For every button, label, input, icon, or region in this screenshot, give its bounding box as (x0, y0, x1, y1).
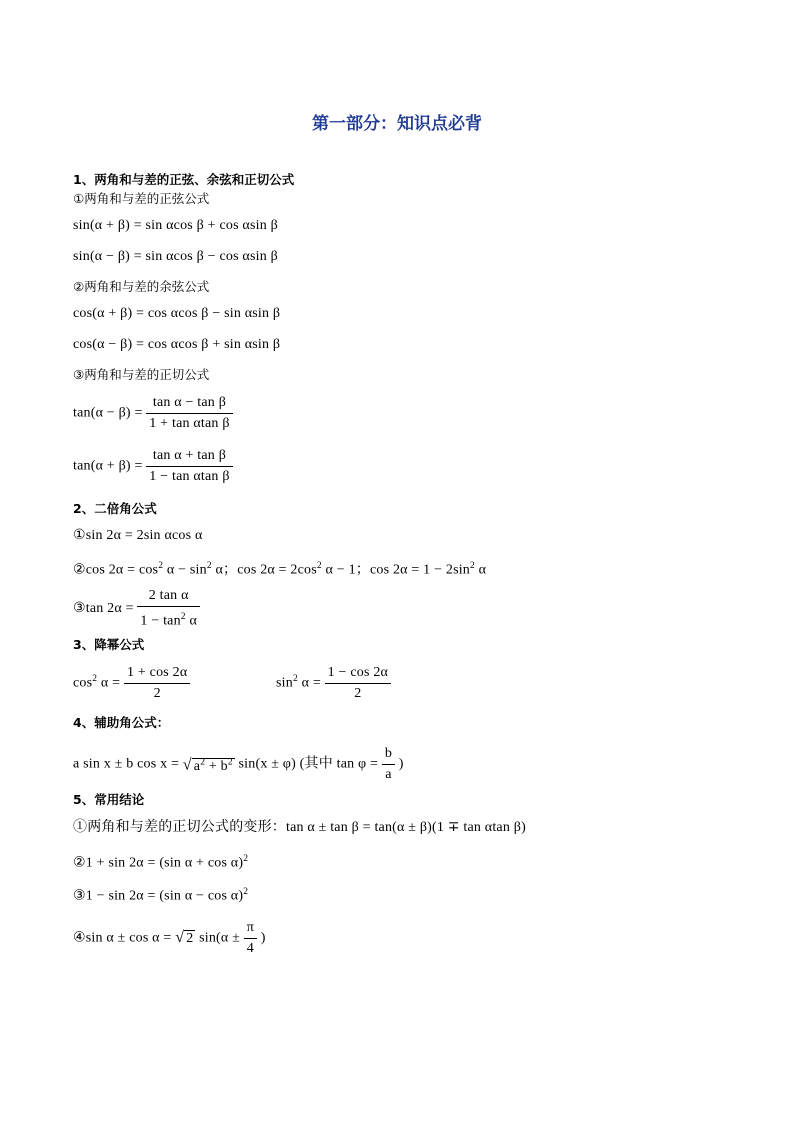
cos-sum-formula: cos(α + β) = cos αcos β − sin αsin β (73, 306, 281, 321)
radicand (192, 758, 235, 774)
conclusion-4-lhs: ④sin α ± cos α = (73, 930, 172, 946)
tangent-formula-label: ③两角和与差的正切公式 (73, 367, 210, 382)
section-2-heading: 2、二倍角公式 (73, 501, 157, 516)
radical-sign-icon: √ (182, 756, 192, 774)
conclusion-2 (73, 851, 248, 872)
tan-diff-formula (73, 393, 233, 434)
conclusion-2-text: ②1 + sin 2α = (sin α + cos α) (73, 855, 244, 871)
tan-double-formula (73, 586, 200, 632)
aux-note-fraction (382, 744, 395, 785)
tan-sum-lhs: tan(α + β) = (73, 458, 143, 474)
sin-square-lhs: sin (276, 675, 293, 691)
sin-square-fraction (325, 663, 391, 704)
tan-double-numerator: 2 tan α (137, 586, 200, 607)
cos-double-part: ②cos 2α = cos (73, 562, 159, 578)
aux-lhs: a sin x ± b cos x = (73, 756, 180, 772)
radicand: 2 (186, 931, 194, 946)
radicand-part: + b (205, 758, 228, 774)
cos-double-part: α − 1；cos 2α = 1 − 2sin (325, 562, 471, 578)
exponent: 2 (158, 561, 164, 571)
cos-square-formula (73, 663, 190, 704)
aux-note: (其中 tan φ = (299, 756, 379, 772)
cos-square-numerator: 1 + cos 2α (124, 663, 190, 684)
conclusion-4 (73, 918, 266, 959)
cos-double-part: α − sin (166, 562, 207, 578)
sin-square-denominator: 2 (354, 686, 362, 701)
aux-note-numerator: b (382, 744, 395, 765)
exponent: 2 (470, 561, 475, 571)
exponent: 2 (243, 887, 249, 897)
aux-note-denominator: a (385, 767, 392, 782)
cos-square-denominator: 2 (153, 686, 161, 701)
conclusion-4-rhs: sin(α ± (199, 930, 241, 946)
aux-rhs: sin(x ± φ) (238, 756, 296, 772)
exponent: 2 (92, 674, 98, 685)
pi-over-4-fraction (244, 918, 257, 959)
exponent: 2 (200, 757, 206, 768)
tan-diff-lhs: tan(α − β) = (73, 405, 143, 421)
cos-square-fraction (124, 663, 190, 704)
cos-square-lhs: α = (100, 675, 121, 691)
section-5-heading: 5、常用结论 (73, 792, 145, 807)
tan-sum-fraction (146, 446, 232, 487)
sin-square-formula (276, 663, 391, 704)
conclusion-3 (73, 884, 248, 905)
exponent: 2 (243, 854, 249, 864)
cos-double-part: α (478, 562, 487, 578)
exponent: 2 (316, 561, 322, 571)
section-1-heading: 1、两角和与差的正弦、余弦和正切公式 (73, 172, 295, 187)
conclusion-1: ①两角和与差的正切公式的变形：tan α ± tan β = tan(α ± β)(1 ∓ tan αtan β) (73, 820, 526, 835)
tan-double-denominator (137, 607, 200, 632)
sin-double-formula: ①sin 2α = 2sin αcos α (73, 528, 203, 543)
radical-sign-icon: √ (175, 929, 185, 946)
tan-diff-numerator: tan α − tan β (146, 393, 232, 414)
tan-double-den-part: α (189, 613, 197, 629)
sine-formula-label: ①两角和与差的正弦公式 (73, 191, 210, 206)
cosine-formula-label: ②两角和与差的余弦公式 (73, 279, 210, 294)
tan-sum-numerator: tan α + tan β (146, 446, 232, 467)
sin-square-lhs: α = (301, 675, 321, 691)
tan-sum-formula (73, 446, 233, 487)
tan-double-lhs: ③tan 2α = (73, 601, 134, 617)
sin-sum-formula: sin(α + β) = sin αcos β + cos αsin β (73, 218, 278, 233)
sin-square-numerator: 1 − cos 2α (325, 663, 391, 684)
conclusion-3-text: ③1 − sin 2α = (sin α − cos α) (73, 888, 244, 904)
section-4-heading: 4、辅助角公式： (73, 715, 170, 730)
tan-double-fraction (137, 586, 200, 632)
tan-diff-denominator: 1 + tan αtan β (149, 416, 230, 431)
pi-numerator: π (244, 918, 257, 939)
page-title: 第一部分：知识点必背 (312, 114, 482, 134)
exponent: 2 (292, 674, 298, 685)
exponent: 2 (227, 757, 233, 768)
cos-double-part: α；cos 2α = 2cos (215, 562, 317, 578)
square-root (183, 754, 235, 775)
square-root (175, 930, 195, 947)
cos-double-formula (73, 558, 486, 579)
auxiliary-angle-formula (73, 744, 404, 785)
radicand-part: a (193, 758, 201, 774)
conclusion-4-close: ) (260, 930, 266, 946)
tan-diff-fraction (146, 393, 232, 434)
cos-diff-formula: cos(α − β) = cos αcos β + sin αsin β (73, 337, 281, 352)
tan-double-den-part: 1 − tan (140, 613, 181, 629)
sin-diff-formula: sin(α − β) = sin αcos β − cos αsin β (73, 249, 278, 264)
aux-note-close: ) (398, 756, 404, 772)
exponent: 2 (180, 612, 186, 622)
cos-square-lhs: cos (73, 675, 93, 691)
tan-sum-denominator: 1 − tan αtan β (149, 469, 230, 484)
exponent: 2 (206, 561, 212, 571)
section-3-heading: 3、降幂公式 (73, 637, 145, 652)
pi-denominator: 4 (246, 941, 254, 956)
